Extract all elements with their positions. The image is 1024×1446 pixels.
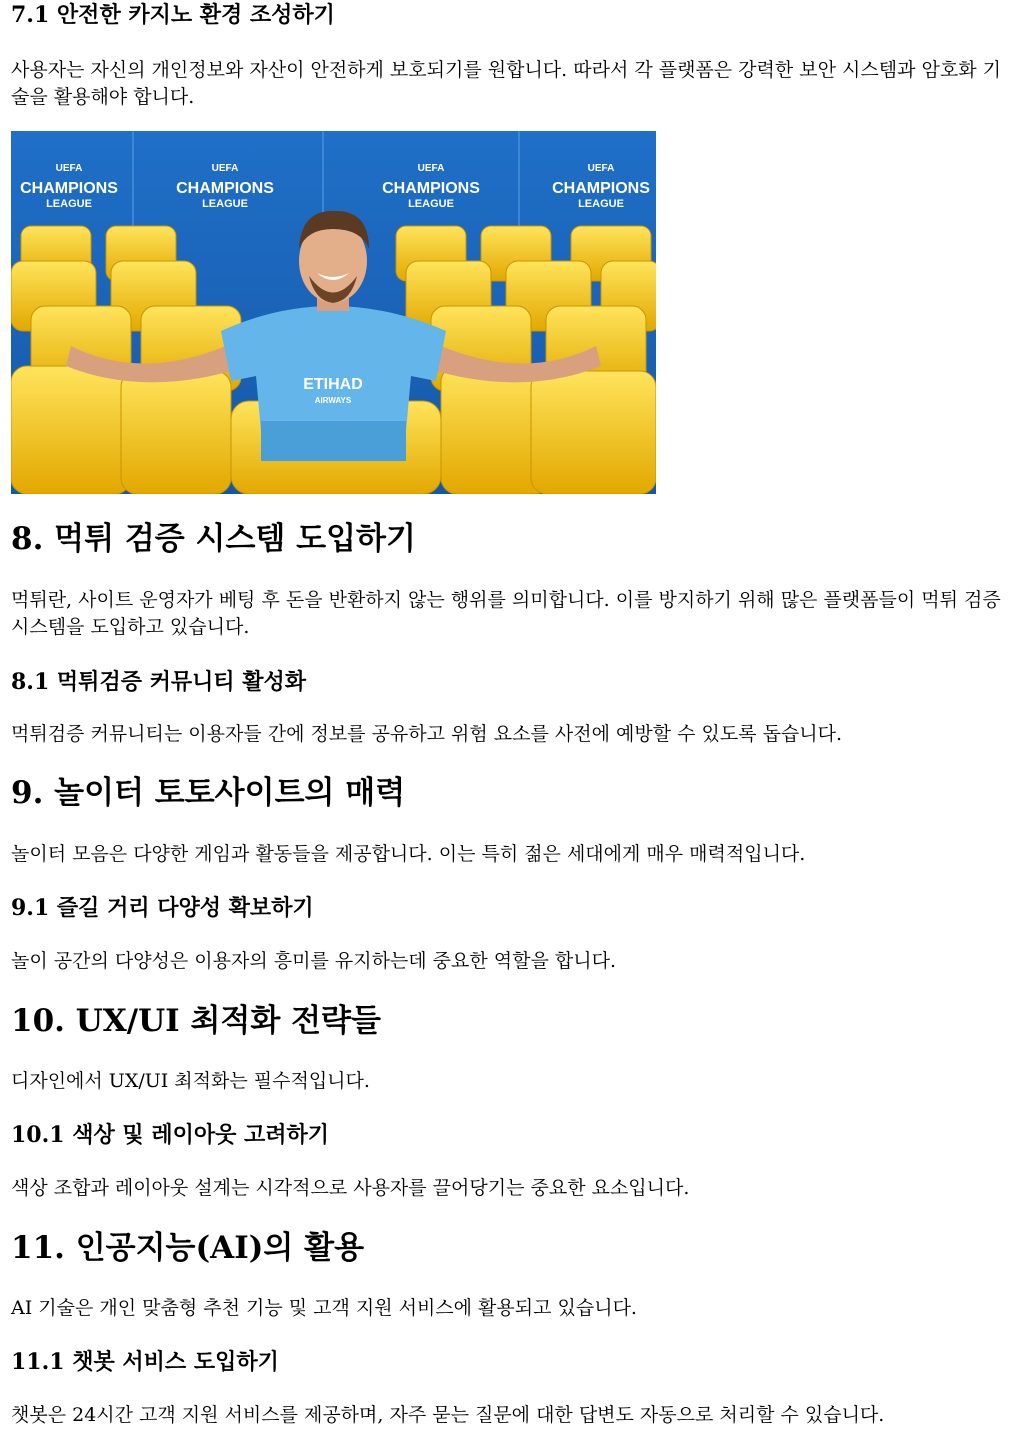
section-heading-9: 9. 놀이터 토토사이트의 매력	[11, 775, 406, 811]
section-paragraph-8-1: 먹튀검증 커뮤니티는 이용자들 간에 정보를 공유하고 위험 요소를 사전에 예방할 수 있도록 돕습니다.	[11, 723, 843, 745]
section-heading-8-1: 8.1 먹튀검증 커뮤니티 활성화	[11, 669, 307, 695]
section-heading-10: 10. UX/UI 최적화 전략들	[11, 1003, 381, 1039]
section-paragraph-9: 놀이터 모음은 다양한 게임과 활동들을 제공합니다. 이는 특히 젊은 세대에게 매우 매력적입니다.	[11, 843, 806, 865]
banner-subtext-4: LEAGUE	[578, 198, 624, 210]
section-paragraph-11-1: 챗봇은 24시간 고객 지원 서비스를 제공하며, 자주 묻는 질문에 대한 답변도 자동으로 처리할 수 있습니다.	[11, 1404, 885, 1426]
banner-text-4: CHAMPIONS	[552, 180, 650, 197]
section-heading-9-1: 9.1 즐길 거리 다양성 확보하기	[11, 895, 314, 921]
banner-text-1: CHAMPIONS	[20, 180, 118, 197]
section-paragraph-11: AI 기술은 개인 맞춤형 추천 기능 및 고객 지원 서비스에 활용되고 있습니다.	[11, 1297, 637, 1319]
section-heading-11: 11. 인공지능(AI)의 활용	[11, 1230, 365, 1266]
banner-subtext-2: LEAGUE	[202, 198, 248, 210]
banner-subtext-1: LEAGUE	[46, 198, 92, 210]
shirt-sponsor-sub: AIRWAYS	[314, 396, 352, 405]
banner-subtext-3: LEAGUE	[408, 198, 454, 210]
section-paragraph-10: 디자인에서 UX/UI 최적화는 필수적입니다.	[11, 1070, 370, 1092]
section-paragraph-9-1: 놀이 공간의 다양성은 이용자의 흥미를 유지하는데 중요한 역할을 합니다.	[11, 950, 616, 972]
section-heading-8: 8. 먹튀 검증 시스템 도입하기	[11, 521, 416, 557]
shirt-sponsor: ETIHAD	[303, 376, 363, 393]
section-heading-7-1: 7.1 안전한 카지노 환경 조성하기	[11, 2, 335, 28]
section-paragraph-7-1: 사용자는 자신의 개인정보와 자산이 안전하게 보호되기를 원합니다. 따라서 각 플랫폼은 강력한 보안 시스템과 암호화 기술을 활용해야 합니다.	[11, 59, 1001, 108]
section-paragraph-10-1: 색상 조합과 레이아웃 설계는 시각적으로 사용자를 끌어당기는 중요한 요소입니다.	[11, 1177, 690, 1199]
section-heading-10-1: 10.1 색상 및 레이아웃 고려하기	[11, 1122, 329, 1148]
stadium-photo	[11, 131, 656, 494]
banner-text-2: CHAMPIONS	[176, 180, 274, 197]
uefa-badge-text: UEFA	[211, 163, 239, 174]
uefa-badge-text: UEFA	[55, 163, 83, 174]
banner-text-3: CHAMPIONS	[382, 180, 480, 197]
section-paragraph-8: 먹튀란, 사이트 운영자가 베팅 후 돈을 반환하지 않는 행위를 의미합니다. 이를 방지하기 위해 많은 플랫폼들이 먹튀 검증 시스템을 도입하고 있습니다.	[11, 589, 1001, 638]
uefa-badge-text: UEFA	[587, 163, 615, 174]
uefa-badge-text: UEFA	[417, 163, 445, 174]
section-heading-11-1: 11.1 챗봇 서비스 도입하기	[11, 1349, 279, 1375]
